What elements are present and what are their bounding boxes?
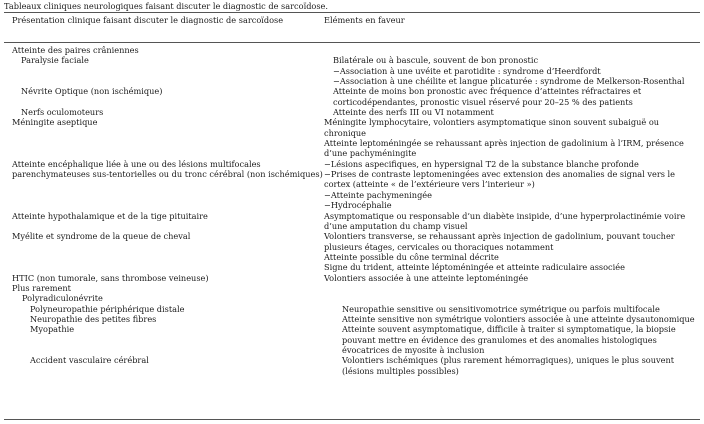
row-element-text: Atteinte souvent asymptomatique, difficile à traiter si symptomatique, la biopsie pouvant mettre en évidence des granulomes et des anomalies histologiques évocatrices de myosite à inclusion: [342, 324, 676, 355]
row-presentation: Neuropathie des petites fibres: [30, 313, 157, 324]
table-row: [12, 355, 698, 376]
row-element-text: Signe du trident, atteinte léptoméningée et atteinte radiculaire associée: [324, 262, 625, 273]
table-row: [12, 304, 698, 314]
row-elements: [324, 159, 698, 211]
row-elements: [342, 304, 698, 314]
row-element-text: −Hydrocéphalie: [324, 200, 392, 211]
row-element-text: Volontiers transverse, se rehaussant après injection de gadolinium, pouvant toucher plusieurs étages, cervicales ou thoraciques notamment: [324, 231, 675, 252]
row-presentation: Névrite Optique (non ischémique): [21, 86, 163, 97]
row-elements: [324, 231, 698, 272]
row-element-text: Méningite lymphocytaire, volontiers asymptomatique sinon souvent subaiguë ou chronique: [324, 117, 660, 138]
row-element-text: −Lésions aspecifiques, en hypersignal T2 de la substance blanche profonde: [324, 158, 639, 169]
row-presentation: Atteinte encéphalique liée à une ou des lésions multifocales parenchymateuses sus-tentorielles ou du tronc cérébral (non ischémiques): [12, 158, 323, 180]
row-elements: [342, 314, 698, 324]
table-row: [12, 314, 698, 324]
table-row: [12, 211, 698, 232]
row-element-text: −Atteinte pachymeningée: [324, 189, 432, 200]
row-elements: [333, 86, 698, 107]
bottom-rule: [4, 419, 700, 420]
table-row: [12, 107, 698, 117]
row-presentation: Polyradiculonévrite: [22, 293, 103, 304]
row-element-text: Volontiers associée à une atteinte leptoméningée: [324, 272, 529, 283]
row-elements: [324, 211, 698, 232]
row-presentation: Myélite et syndrome de la queue de cheval: [12, 231, 191, 242]
row-elements: [333, 107, 698, 117]
table-row: [12, 45, 698, 55]
row-presentation: Nerfs oculomoteurs: [21, 107, 104, 118]
row-elements: [324, 273, 698, 283]
table-row: [12, 117, 698, 158]
column-header-presentation: Présentation clinique faisant discuter le diagnostic de sarcoïdose: [12, 15, 284, 25]
row-elements: [324, 117, 698, 158]
column-header-elements: Eléments en faveur: [324, 15, 405, 25]
table-caption: Tableaux cliniques neurologiques faisant discuter le diagnostic de sarcoïdose.: [4, 1, 329, 11]
row-presentation: Plus rarement: [12, 282, 71, 293]
row-element-text: −Association à une uvéite et parotidite : syndrome d’Heerdfordt: [333, 65, 601, 76]
row-presentation: HTIC (non tumorale, sans thrombose veineuse): [12, 272, 209, 283]
row-element-text: Asymptomatique ou responsable d’un diabète insipide, d’une hyperprolactinémie voire d’une amputation du champ visuel: [324, 210, 686, 231]
row-element-text: Atteinte possible du cône terminal décrite: [324, 251, 499, 262]
header-rule: [4, 42, 700, 43]
row-presentation: Atteinte des paires crâniennes: [12, 45, 139, 55]
row-element-text: Atteinte des nerfs III ou VI notamment: [333, 107, 494, 118]
row-presentation: Accident vasculaire cérébral: [30, 355, 149, 366]
row-presentation: Myopathie: [30, 324, 75, 335]
row-element-text: Bilatérale ou à bascule, souvent de bon pronostic: [333, 55, 539, 66]
table-row: [12, 293, 698, 303]
row-presentation: Atteinte hypothalamique et de la tige pituitaire: [12, 210, 208, 221]
row-elements: [342, 324, 698, 355]
row-presentation: Paralysie faciale: [21, 55, 89, 66]
table-row: [12, 231, 698, 272]
top-rule: [4, 12, 700, 13]
table-row: [12, 86, 698, 107]
table-row: [12, 324, 698, 355]
row-element-text: Atteinte sensitive non symétrique volontiers associée à une atteinte dysautonomique: [342, 313, 695, 324]
row-element-text: Neuropathie sensitive ou sensitivomotrice symétrique ou parfois multifocale: [342, 303, 660, 314]
table-row: [12, 273, 698, 283]
row-element-text: Volontiers ischémiques (plus rarement hémorragiques), uniques le plus souvent (lésions multiples possibles): [342, 355, 675, 376]
row-elements: [342, 355, 698, 376]
row-presentation: Méningite aseptique: [12, 117, 98, 128]
row-element-text: −Association à une chéilite et langue plicaturée : syndrome de Melkerson-Rosenthal: [333, 76, 685, 87]
table-body: [12, 45, 698, 376]
table-row: [12, 55, 698, 86]
table-row: [12, 283, 698, 293]
table-row: [12, 159, 698, 211]
row-element-text: −Prises de contraste leptomeningées avec extension des anomalies de signal vers le cortex (atteinte « de l’extérieure vers l’interieur »): [324, 169, 676, 190]
row-elements: [333, 55, 698, 86]
row-element-text: Atteinte de moins bon pronostic avec fréquence d’atteintes réfractaires et corticodépendantes, pronostic visuel réservé pour 20–25 % des patients: [333, 86, 642, 107]
row-element-text: Atteinte leptoméningée se rehaussant après injection de gadolinium à l’IRM, présence d’une pachyméningite: [324, 138, 684, 159]
row-presentation: Polyneuropathie périphérique distale: [30, 303, 185, 314]
